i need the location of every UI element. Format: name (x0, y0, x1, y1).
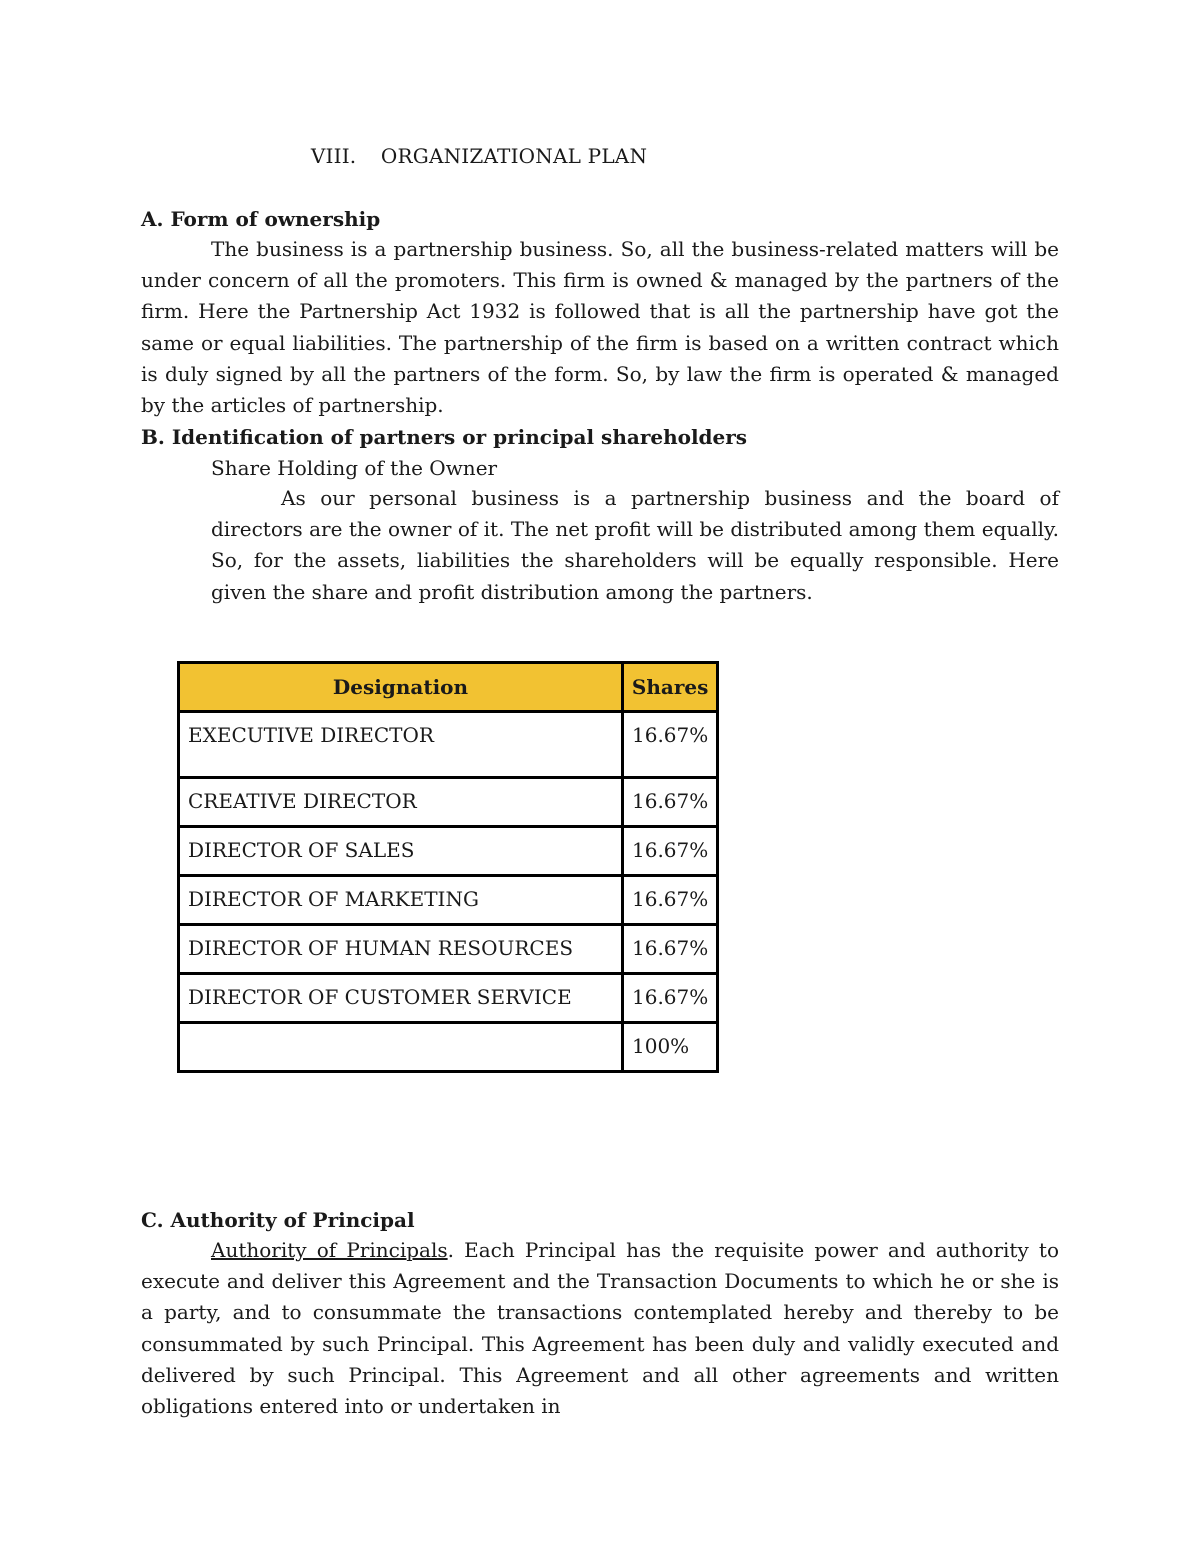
designation-cell: DIRECTOR OF MARKETING (179, 876, 623, 925)
share-cell: 16.67% (623, 778, 718, 827)
heading-identification-partners: B. Identification of partners or principal shareholders (141, 425, 748, 449)
table-row (179, 925, 718, 974)
share-cell: 16.67% (623, 925, 718, 974)
paragraph-authority-principal (141, 1235, 1059, 1422)
paragraph-form-of-ownership-text: The business is a partnership business. So, all the business-related matters will be under concern of all the promoters. This firm is owned & managed by the partners of the firm. Here the Partnership Act 1932 is followed that is all the partnership have got the same or equal liabilities. The partnership of the firm is based on a written contract which is duly signed by all the partners of the form. So, by law the firm is operated & managed by the articles of partnership. (141, 237, 1059, 418)
paragraph-share-holding-text: As our personal business is a partnership business and the board of directors are the owner of it. The net profit will be distributed among them equally. So, for the assets, liabilities the shareholders will be equally responsible. Here given the share and profit distribution among the partners. (211, 486, 1059, 604)
table-row (179, 712, 718, 778)
designation-cell: CREATIVE DIRECTOR (179, 778, 623, 827)
table-row (179, 827, 718, 876)
section-number: VIII. (310, 144, 357, 168)
header-shares: Shares (623, 663, 718, 712)
subheading-share-holding: Share Holding of the Owner (211, 456, 498, 480)
share-cell: 16.67% (623, 712, 718, 778)
section-title-text: ORGANIZATIONAL PLAN (380, 144, 648, 168)
authority-lead-text: Authority of Principals (211, 1238, 448, 1262)
table-header-row (179, 663, 718, 712)
designation-cell (179, 1023, 623, 1072)
paragraph-form-of-ownership (141, 234, 1059, 421)
share-cell: 16.67% (623, 974, 718, 1023)
header-designation: Designation (179, 663, 623, 712)
heading-authority-principal: C. Authority of Principal (141, 1208, 415, 1232)
share-cell: 16.67% (623, 876, 718, 925)
designation-cell: DIRECTOR OF SALES (179, 827, 623, 876)
share-cell: 16.67% (623, 827, 718, 876)
paragraph-share-holding (211, 483, 1059, 608)
authority-body-text: . Each Principal has the requisite power and authority to execute and deliver this Agreement and the Transaction Documents to which he or she is a party, and to consummate the transactions contemplated hereby and thereby to be consummated by such Principal. This Agreement has been duly and validly executed and delivered by such Principal. This Agreement and all other agreements and written obligations entered into or undertaken in (141, 1238, 1059, 1419)
table-total-row (179, 1023, 718, 1072)
table-row (179, 876, 718, 925)
total-share-cell: 100% (623, 1023, 718, 1072)
designation-cell: DIRECTOR OF CUSTOMER SERVICE (179, 974, 623, 1023)
section-title (0, 144, 958, 168)
table-row (179, 974, 718, 1023)
designation-cell: EXECUTIVE DIRECTOR (179, 712, 623, 778)
shareholding-table (177, 661, 719, 1073)
heading-form-of-ownership: A. Form of ownership (141, 207, 381, 231)
table-row (179, 778, 718, 827)
designation-cell: DIRECTOR OF HUMAN RESOURCES (179, 925, 623, 974)
